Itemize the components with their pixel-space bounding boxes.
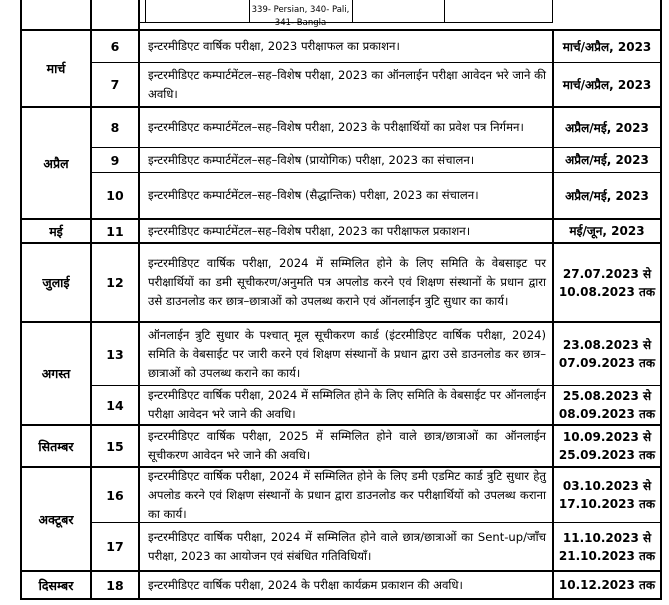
date-to: 21.10.2023 तक (558, 548, 656, 563)
date-to: 07.09.2023 तक (558, 356, 656, 370)
date-from: 10.09.2023 से (562, 430, 652, 444)
month-label: अक्टूबर (38, 511, 74, 527)
event-date (554, 426, 660, 466)
event-description: इन्टरमीडिएट वार्षिक परीक्षा, 2024 में सम्मिलित होने वाले छात्र/छात्राओं का Sent-up/जाँच परीक्षा, 2023 का आयोजन एवं संबंधित गतिविधियाँ। (148, 529, 546, 563)
fragment-divider (352, 0, 353, 22)
serial-number: 12 (106, 275, 124, 290)
month-cell (22, 244, 90, 321)
event-description: इन्टरमीडिएट वार्षिक परीक्षा, 2024 के परीक्षा कार्यक्रम प्रकाशन की अवधि। (148, 577, 463, 592)
month-label: अगस्त (41, 366, 71, 381)
event-description: इन्टरमीडिएट वार्षिक परीक्षा, 2023 परीक्षाफल का प्रकाशन। (148, 39, 400, 53)
serial-number: 18 (106, 577, 124, 593)
serial-number: 7 (110, 77, 120, 92)
date-from: 11.10.2023 से (562, 530, 652, 545)
date-to: 08.09.2023 तक (558, 407, 656, 421)
serial-number: 15 (106, 438, 124, 454)
month-label: दिसम्बर (38, 577, 74, 593)
date-from: 27.07.2023 से (562, 266, 652, 281)
event-description: इन्टरमीडिएट वार्षिक परीक्षा, 2024 में सम्मिलित होने के लिए समिति के वेबसाईट पर ऑनलाईन परीक्षा आवेदन भरे जाने की अवधि। (148, 388, 546, 421)
event-date: मार्च/अप्रैल, 2023 (562, 77, 652, 92)
month-label: सितम्बर (38, 438, 74, 454)
month-label: मई (49, 223, 63, 239)
event-date: अप्रैल/मई, 2023 (565, 120, 649, 135)
event-description: इन्टरमीडिएट कम्पार्टमेंटल–सह–विशेष परीक्षा, 2023 का ऑनलाईन परीक्षा आवेदन भरे जाने की अवधि। (148, 67, 546, 101)
date-from: 03.10.2023 से (562, 479, 652, 493)
serial-number: 16 (106, 487, 124, 503)
serial-number: 17 (106, 539, 124, 554)
table-border-right (660, 0, 662, 600)
languages-line: 341- Bangla (274, 18, 327, 28)
month-cell (22, 323, 90, 424)
event-description: इन्टरमीडिएट वार्षिक परीक्षा, 2025 में सम्मिलित होने वाले छात्र/छात्राओं का ऑनलाईन सूचीकरण आवेदन भरे जाने की अवधि। (148, 429, 546, 462)
fragment-divider (444, 0, 445, 22)
date-to: 25.09.2023 तक (558, 448, 656, 462)
date-from: 25.08.2023 से (562, 389, 652, 403)
event-date (554, 386, 660, 424)
event-description: इन्टरमीडिएट कम्पार्टमेंटल–सह–विशेष (सैद्धान्तिक) परीक्षा, 2023 का संचालन। (148, 188, 479, 202)
serial-number: 13 (106, 346, 124, 362)
date-from: 23.08.2023 से (562, 338, 652, 352)
month-label: अप्रैल (43, 155, 69, 171)
serial-number: 9 (110, 152, 120, 168)
event-date: मार्च/अप्रैल, 2023 (562, 39, 652, 54)
event-description: इन्टरमीडिएट कम्पार्टमेंटल–सह–विशेष (प्रायोगिक) परीक्षा, 2023 का संचालन। (148, 152, 475, 167)
event-description: इन्टरमीडिएट वार्षिक परीक्षा, 2024 में सम्मिलित होने के लिए डमी एडमिट कार्ड त्रुटि सुधार हेतु अपलोड करने एवं शिक्षण संस्थानों के प्रधान द्वारा डाउनलोड कर परीक्षार्थियों को उपलब्ध कराना का कार्य। (148, 468, 546, 521)
fragment-divider (552, 0, 553, 22)
month-cell (22, 220, 90, 242)
fragment-divider (145, 0, 146, 22)
serial-number: 10 (106, 188, 124, 203)
event-description: इन्टरमीडिएट कम्पार्टमेंटल–सह–विशेष परीक्षा, 2023 का परीक्षाफल प्रकाशन। (148, 223, 471, 238)
date-to: 17.10.2023 तक (558, 497, 656, 511)
serial-number: 8 (110, 120, 120, 135)
month-cell (22, 468, 90, 570)
month-cell (22, 572, 90, 598)
event-date (554, 468, 660, 522)
event-date (554, 244, 660, 321)
serial-number: 11 (106, 223, 124, 239)
month-cell (22, 426, 90, 466)
month-cell (22, 31, 90, 106)
month-label: मार्च (46, 61, 66, 76)
event-date: 10.12.2023 तक (558, 578, 656, 592)
date-to: 10.08.2023 तक (558, 284, 656, 299)
event-date: अप्रैल/मई, 2023 (565, 153, 649, 167)
serial-number: 14 (106, 397, 124, 413)
event-date: मई/जून, 2023 (569, 224, 645, 238)
event-date: अप्रैल/मई, 2023 (565, 188, 649, 203)
event-description: ऑनलाईन त्रुटि सुधार के पश्चात् मूल सूचीकरण कार्ड (इंटरमीडिएट वार्षिक परीक्षा, 2024) समिति के वेबसाईट पर जारी करने एवं शिक्षण संस्थानों के प्रधान द्वारा उसे डाउनलोड कर छात्र–छात्राओं को उपलब्ध कराने का कार्य। (148, 327, 546, 380)
languages-cell (249, 0, 352, 28)
event-date (554, 323, 660, 385)
languages-line: 339- Persian, 340- Pali, (251, 5, 350, 15)
month-label: जुलाई (42, 275, 70, 290)
event-description: इन्टरमीडिएट कम्पार्टमेंटल–सह–विशेष परीक्षा, 2023 के परीक्षार्थियों का प्रवेश पत्र निर्गमन। (148, 120, 524, 134)
event-description: इन्टरमीडिएट वार्षिक परीक्षा, 2024 में सम्मिलित होने के लिए समिति के वेबसाइट पर परीक्षार्थियों का डमी सूचीकरण/अनुमति पत्र अपलोड करने एवं शिक्षण संस्थानों के प्रधान द्वारा उसे डाउनलोड कर छात्र–छात्राओं को उपलब्ध कराने एवं ऑनलाईन त्रुटि सुधार का कार्य। (148, 256, 546, 308)
table-border-bottom (20, 598, 662, 600)
event-date (554, 523, 660, 570)
serial-number: 6 (110, 39, 120, 54)
month-cell (22, 108, 90, 218)
